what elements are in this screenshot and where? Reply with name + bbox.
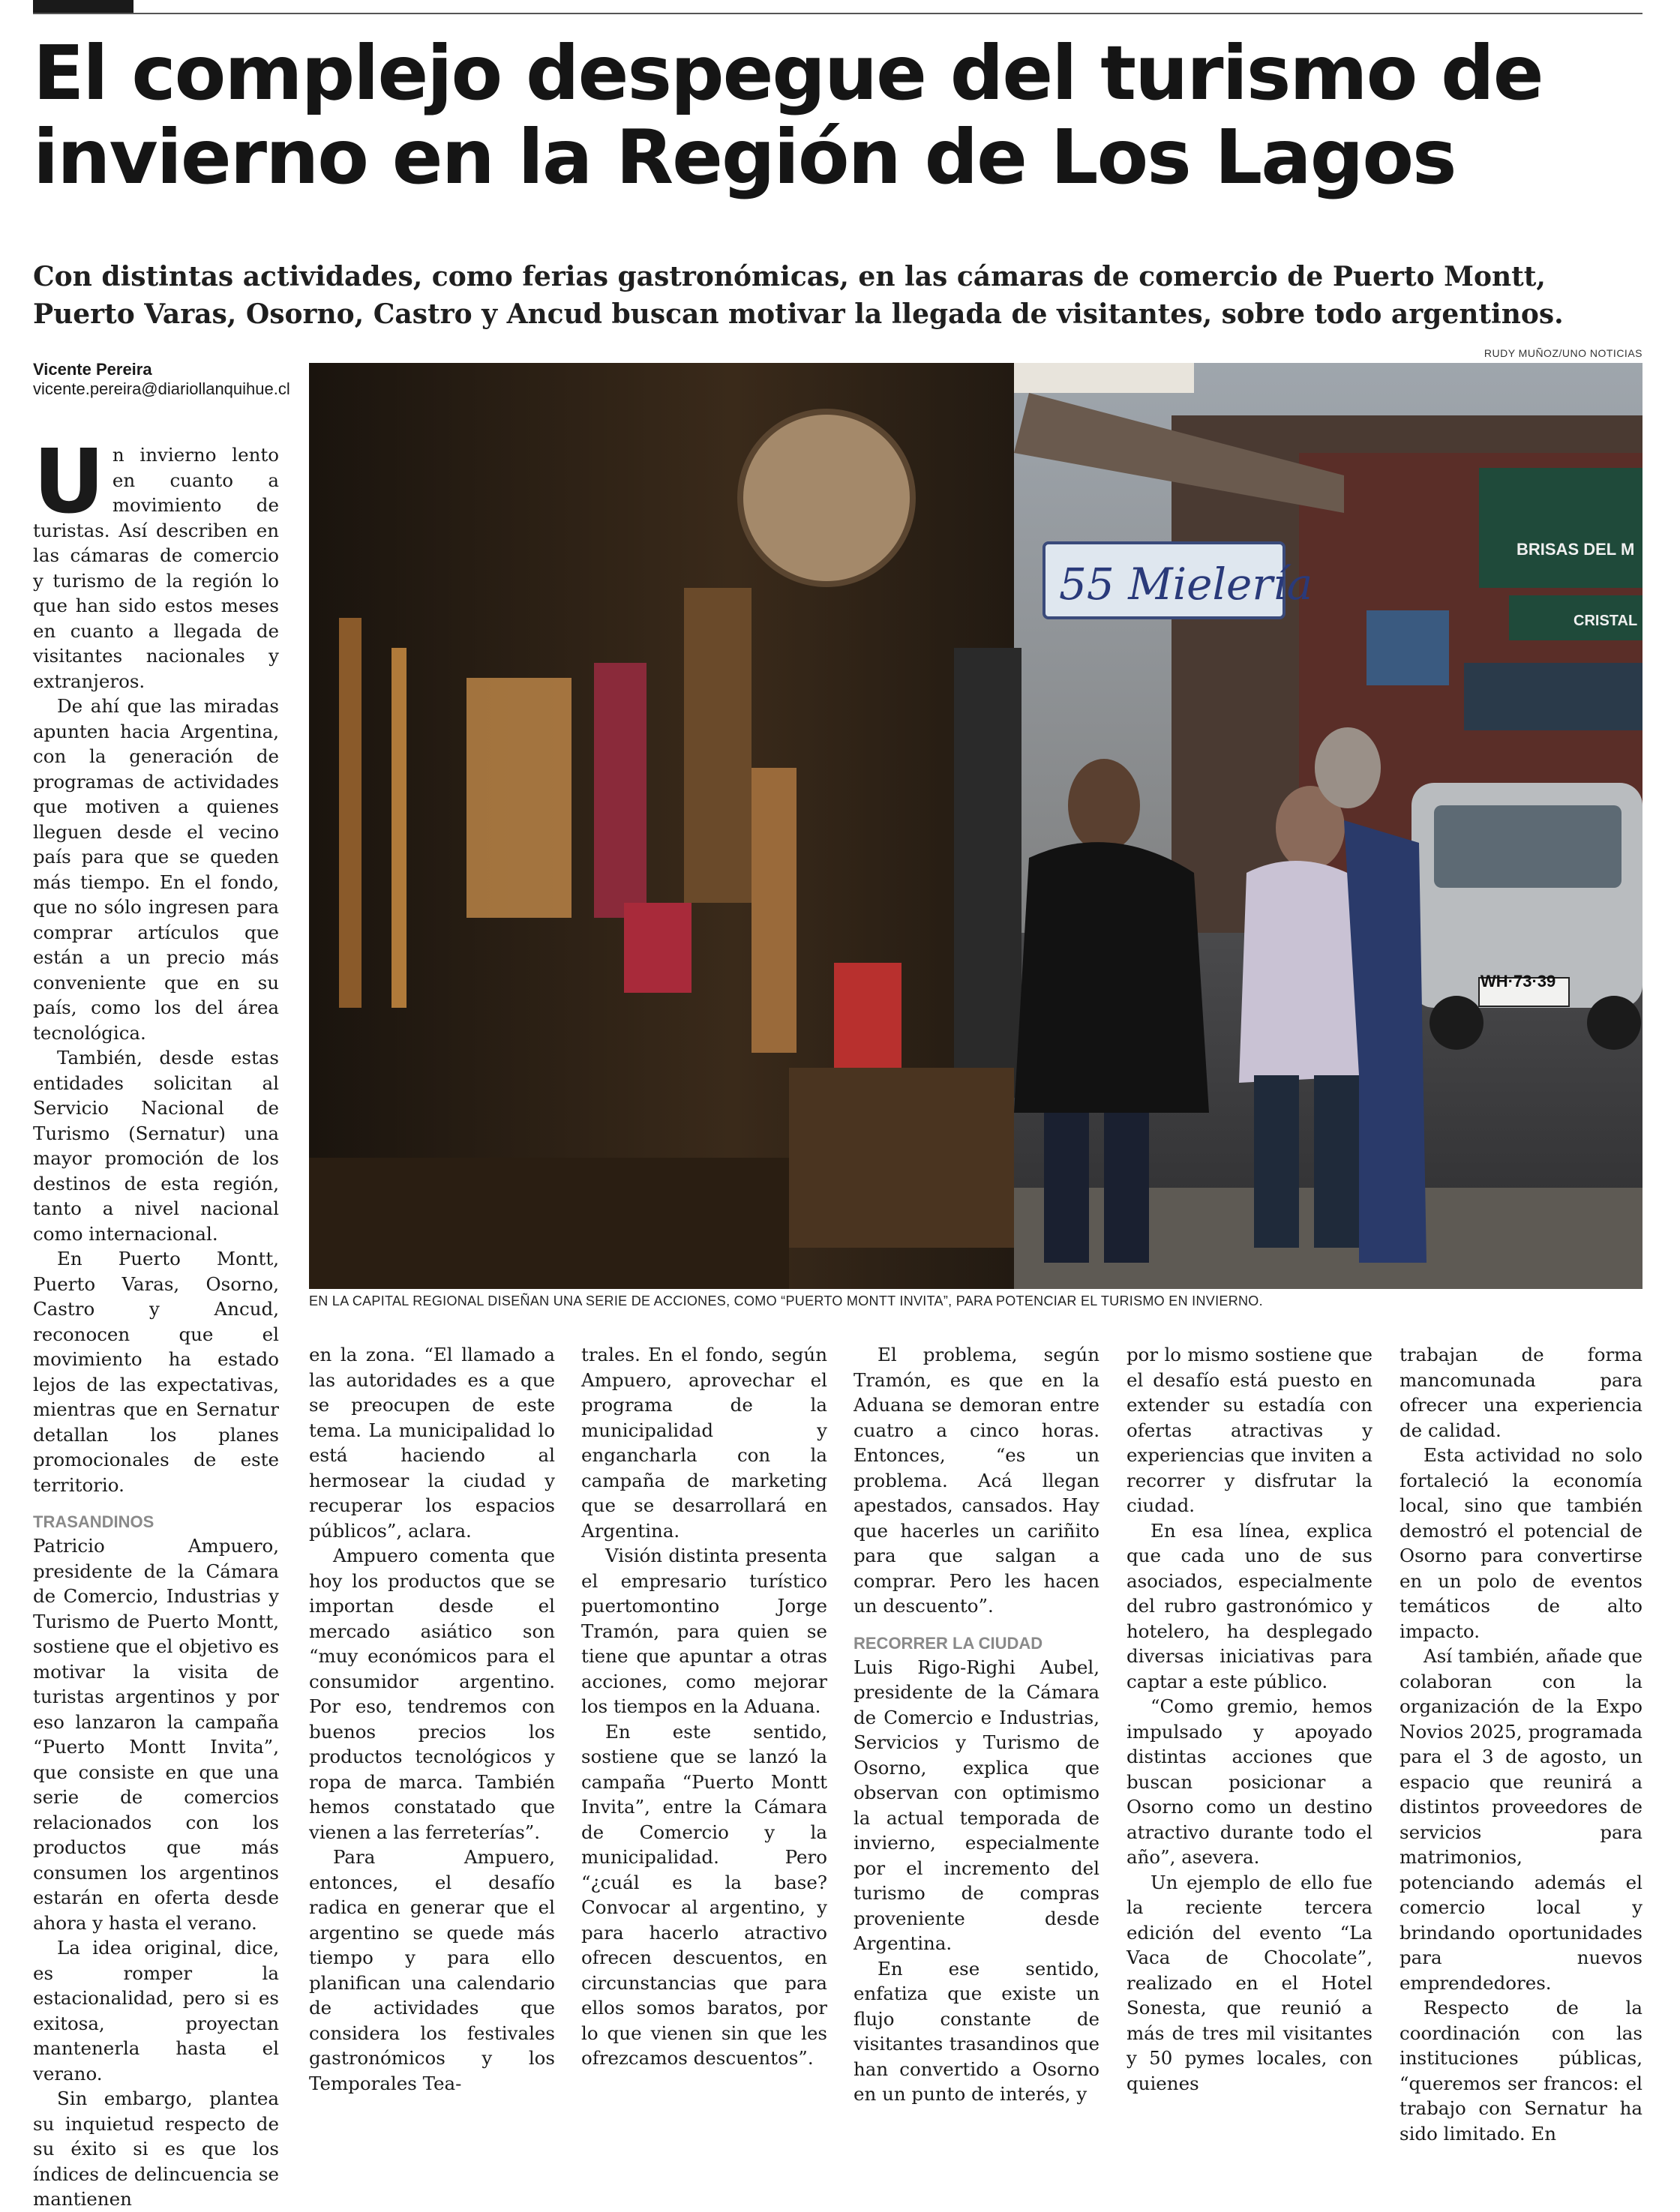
mieleria-sign: 55 Mielería bbox=[1059, 559, 1313, 610]
section-heading-trasandinos: TRASANDINOS bbox=[33, 1512, 154, 1531]
paragraph: en la zona. “El llamado a las autoridades es a que se preocupen de este tema. La municipalidad lo está haciendo al hermosear la ciudad y recuperar los espacios públicos”, aclara. bbox=[309, 1344, 555, 1542]
paragraph: En Puerto Montt, Puerto Varas, Osorno, Castro y Ancud, reconocen que el movimiento ha estado lejos de las expectativas, mientras que en Sernatur detallan los planes promocionales de este territorio. bbox=[33, 1248, 279, 1496]
paragraph: La idea original, dice, es romper la estacionalidad, pero si es exitosa, proyectan mantenerla hasta el verano. bbox=[33, 1937, 279, 2085]
shop-sign-brisas: BRISAS DEL M bbox=[1516, 540, 1635, 559]
paragraph: Sin embargo, plantea su inquietud respecto de su éxito si es que los índices de delincuencia se mantienen bbox=[33, 2088, 279, 2210]
paragraph: De ahí que las miradas apunten hacia Argentina, con la generación de programas de actividades que motiven a quienes lleguen desde el vecino país para que se queden más tiempo. En el fondo, que no sólo ingresen para comprar artículos que están a un precio más conveniente que en su país, como los del área tecnológica. bbox=[33, 695, 279, 1044]
article-photo bbox=[309, 363, 1642, 1289]
paragraph: Luis Rigo-Righi Aubel, presidente de la Cámara de Comercio e Industrias, Servicios y Turismo de Osorno, explica que observan con optimismo la actual temporada de invierno, especialmente por el incremento del turismo de compras proveniente desde Argentina. bbox=[854, 1656, 1100, 1954]
photo-caption: EN LA CAPITAL REGIONAL DISEÑAN UNA SERIE DE ACCIONES, COMO “PUERTO MONTT INVITA”, PARA POTENCIAR EL TURISMO EN INVIERNO. bbox=[309, 1293, 1263, 1308]
paragraph: Así también, añade que colaboran con la organización de la Expo Novios 2025, programada para el 3 de agosto, un espacio que reunirá a distintos proveedores de servicios para matrimonios, potenciando además el comercio local y brindando oportunidades para nuevos emprendedores. bbox=[1400, 1645, 1642, 1994]
top-rule bbox=[33, 13, 1642, 14]
paragraph: Ampuero comenta que hoy los productos que se importan desde el mercado asiático son “muy económicos para el consumidor argentino. Por eso, tendremos con buenos precios los productos tecnológicos y ropa de marca. También hemos constatado que vienen a las ferreterías”. bbox=[309, 1545, 555, 1843]
lead-text: n invierno lento en cuanto a movimiento de turistas. Así describen en las cámaras de comercio y turismo de la región lo que han sido estos meses en cuanto a llegada de visitantes nacionales y extranjeros. bbox=[33, 444, 279, 692]
paragraph: por lo mismo sostiene que el desafío está puesto en extender su estadía con ofertas atractivas y experiencias que inviten a recorrer y disfrutar la ciudad. bbox=[1126, 1344, 1372, 1516]
paragraph: También, desde estas entidades solicitan al Servicio Nacional de Turismo (Sernatur) una mayor promoción de los destinos de esta región, tanto a nivel nacional como internacional. bbox=[33, 1047, 279, 1245]
license-plate: WH·73·39 bbox=[1480, 972, 1556, 991]
paragraph: Esta actividad no solo fortaleció la economía local, sino que también demostró el potencial de Osorno para convertirse en un polo de eventos temáticos de alto impacto. bbox=[1400, 1444, 1642, 1642]
column-4 bbox=[854, 1342, 1100, 2107]
photo-credit: RUDY MUÑOZ/UNO NOTICIAS bbox=[1484, 347, 1642, 359]
column-2 bbox=[309, 1342, 555, 2096]
column-3 bbox=[581, 1342, 827, 2071]
paragraph: Respecto de la coordinación con las instituciones públicas, “queremos ser francos: el trabajo con Sernatur ha sido limitado. En bbox=[1400, 1997, 1642, 2145]
paragraph: trabajan de forma mancomunada para ofrecer una experiencia de calidad. bbox=[1400, 1344, 1642, 1441]
paragraph: Para Ampuero, entonces, el desafío radica en generar que el argentino se quede más tiempo y para ello planifican una calendario de actividades que considera los festivales gastronómicos y los Temporales Tea- bbox=[309, 1846, 555, 2094]
column-6 bbox=[1400, 1342, 1642, 2146]
paragraph: trales. En el fondo, según Ampuero, aprovechar el programa de la municipalidad y engancharla con la campaña de marketing que se desarrollará en Argentina. bbox=[581, 1344, 827, 1542]
author-email: vicente.pereira@diariollanquihue.cl bbox=[33, 379, 290, 398]
section-marker-bar bbox=[33, 0, 134, 13]
paragraph: “Como gremio, hemos impulsado y apoyado distintas acciones que buscan posicionar a Osorno como un destino atractivo durante todo el año”, asevera. bbox=[1126, 1695, 1372, 1868]
paragraph: Visión distinta presenta el empresario turístico puertomontino Jorge Tramón, para quien se tiene que apuntar a otras acciones, como mejorar los tiempos en la Aduana. bbox=[581, 1545, 827, 1717]
column-5 bbox=[1126, 1342, 1372, 2096]
paragraph: En esa línea, explica que cada uno de sus asociados, especialmente del rubro gastronómico y hotelero, ha desplegado diversas iniciativas para captar a este público. bbox=[1126, 1519, 1372, 1692]
lead-paragraph bbox=[33, 430, 279, 694]
column-1 bbox=[33, 430, 279, 2212]
author-name: Vicente Pereira bbox=[33, 360, 152, 379]
byline bbox=[33, 360, 290, 399]
paragraph: Patricio Ampuero, presidente de la Cámara de Comercio, Industrias y Turismo de Puerto Montt, sostiene que el objetivo es motivar la visita de turistas argentinos y por eso lanzaron la campaña “Puerto Montt Invita”, que consiste en que una serie de comercios relacionados con los productos que más consumen los argentinos estarán en oferta desde ahora y hasta el verano. bbox=[33, 1535, 279, 1934]
subheadline: Con distintas actividades, como ferias gastronómicas, en las cámaras de comercio de Puerto Montt, Puerto Varas, Osorno, Castro y Ancud buscan motivar la llegada de visitantes, sobre todo argentinos. bbox=[33, 261, 1564, 330]
drop-cap: U bbox=[33, 430, 105, 533]
paragraph: En este sentido, sostiene que se lanzó la campaña “Puerto Montt Invita”, entre la Cámara de Comercio y la municipalidad. Pero “¿cuál es la base? Convocar al argentino, y para hacerlo atractivo ofrecen descuentos, en circunstancias que para ellos somos baratos, por lo que vienen sin que les ofrezcamos descuentos”. bbox=[581, 1720, 827, 2069]
section-heading-recorrer: RECORRER LA CIUDAD bbox=[854, 1633, 1043, 1653]
paragraph: En ese sentido, enfatiza que existe un flujo constante de visitantes trasandinos que han convertido a Osorno en un punto de interés, y bbox=[854, 1957, 1100, 2105]
paragraph: Un ejemplo de ello fue la reciente tercera edición del evento “La Vaca de Chocolate”, realizado en el Hotel Sonesta, que reunió a más de tres mil visitantes y 50 pymes locales, con quienes bbox=[1126, 1871, 1372, 2094]
shop-sign-cristal: CRISTAL bbox=[1574, 613, 1638, 629]
headline: El complejo despegue del turismo de invierno en la Región de Los Lagos bbox=[33, 29, 1543, 201]
paragraph: El problema, según Tramón, es que en la Aduana se demoran entre cuatro a cinco horas. Entonces, “es un problema. Acá llegan apestados, cansados. Hay que hacerles un cariñito para que salgan a comprar. Pero les hacen un descuento”. bbox=[854, 1344, 1100, 1617]
